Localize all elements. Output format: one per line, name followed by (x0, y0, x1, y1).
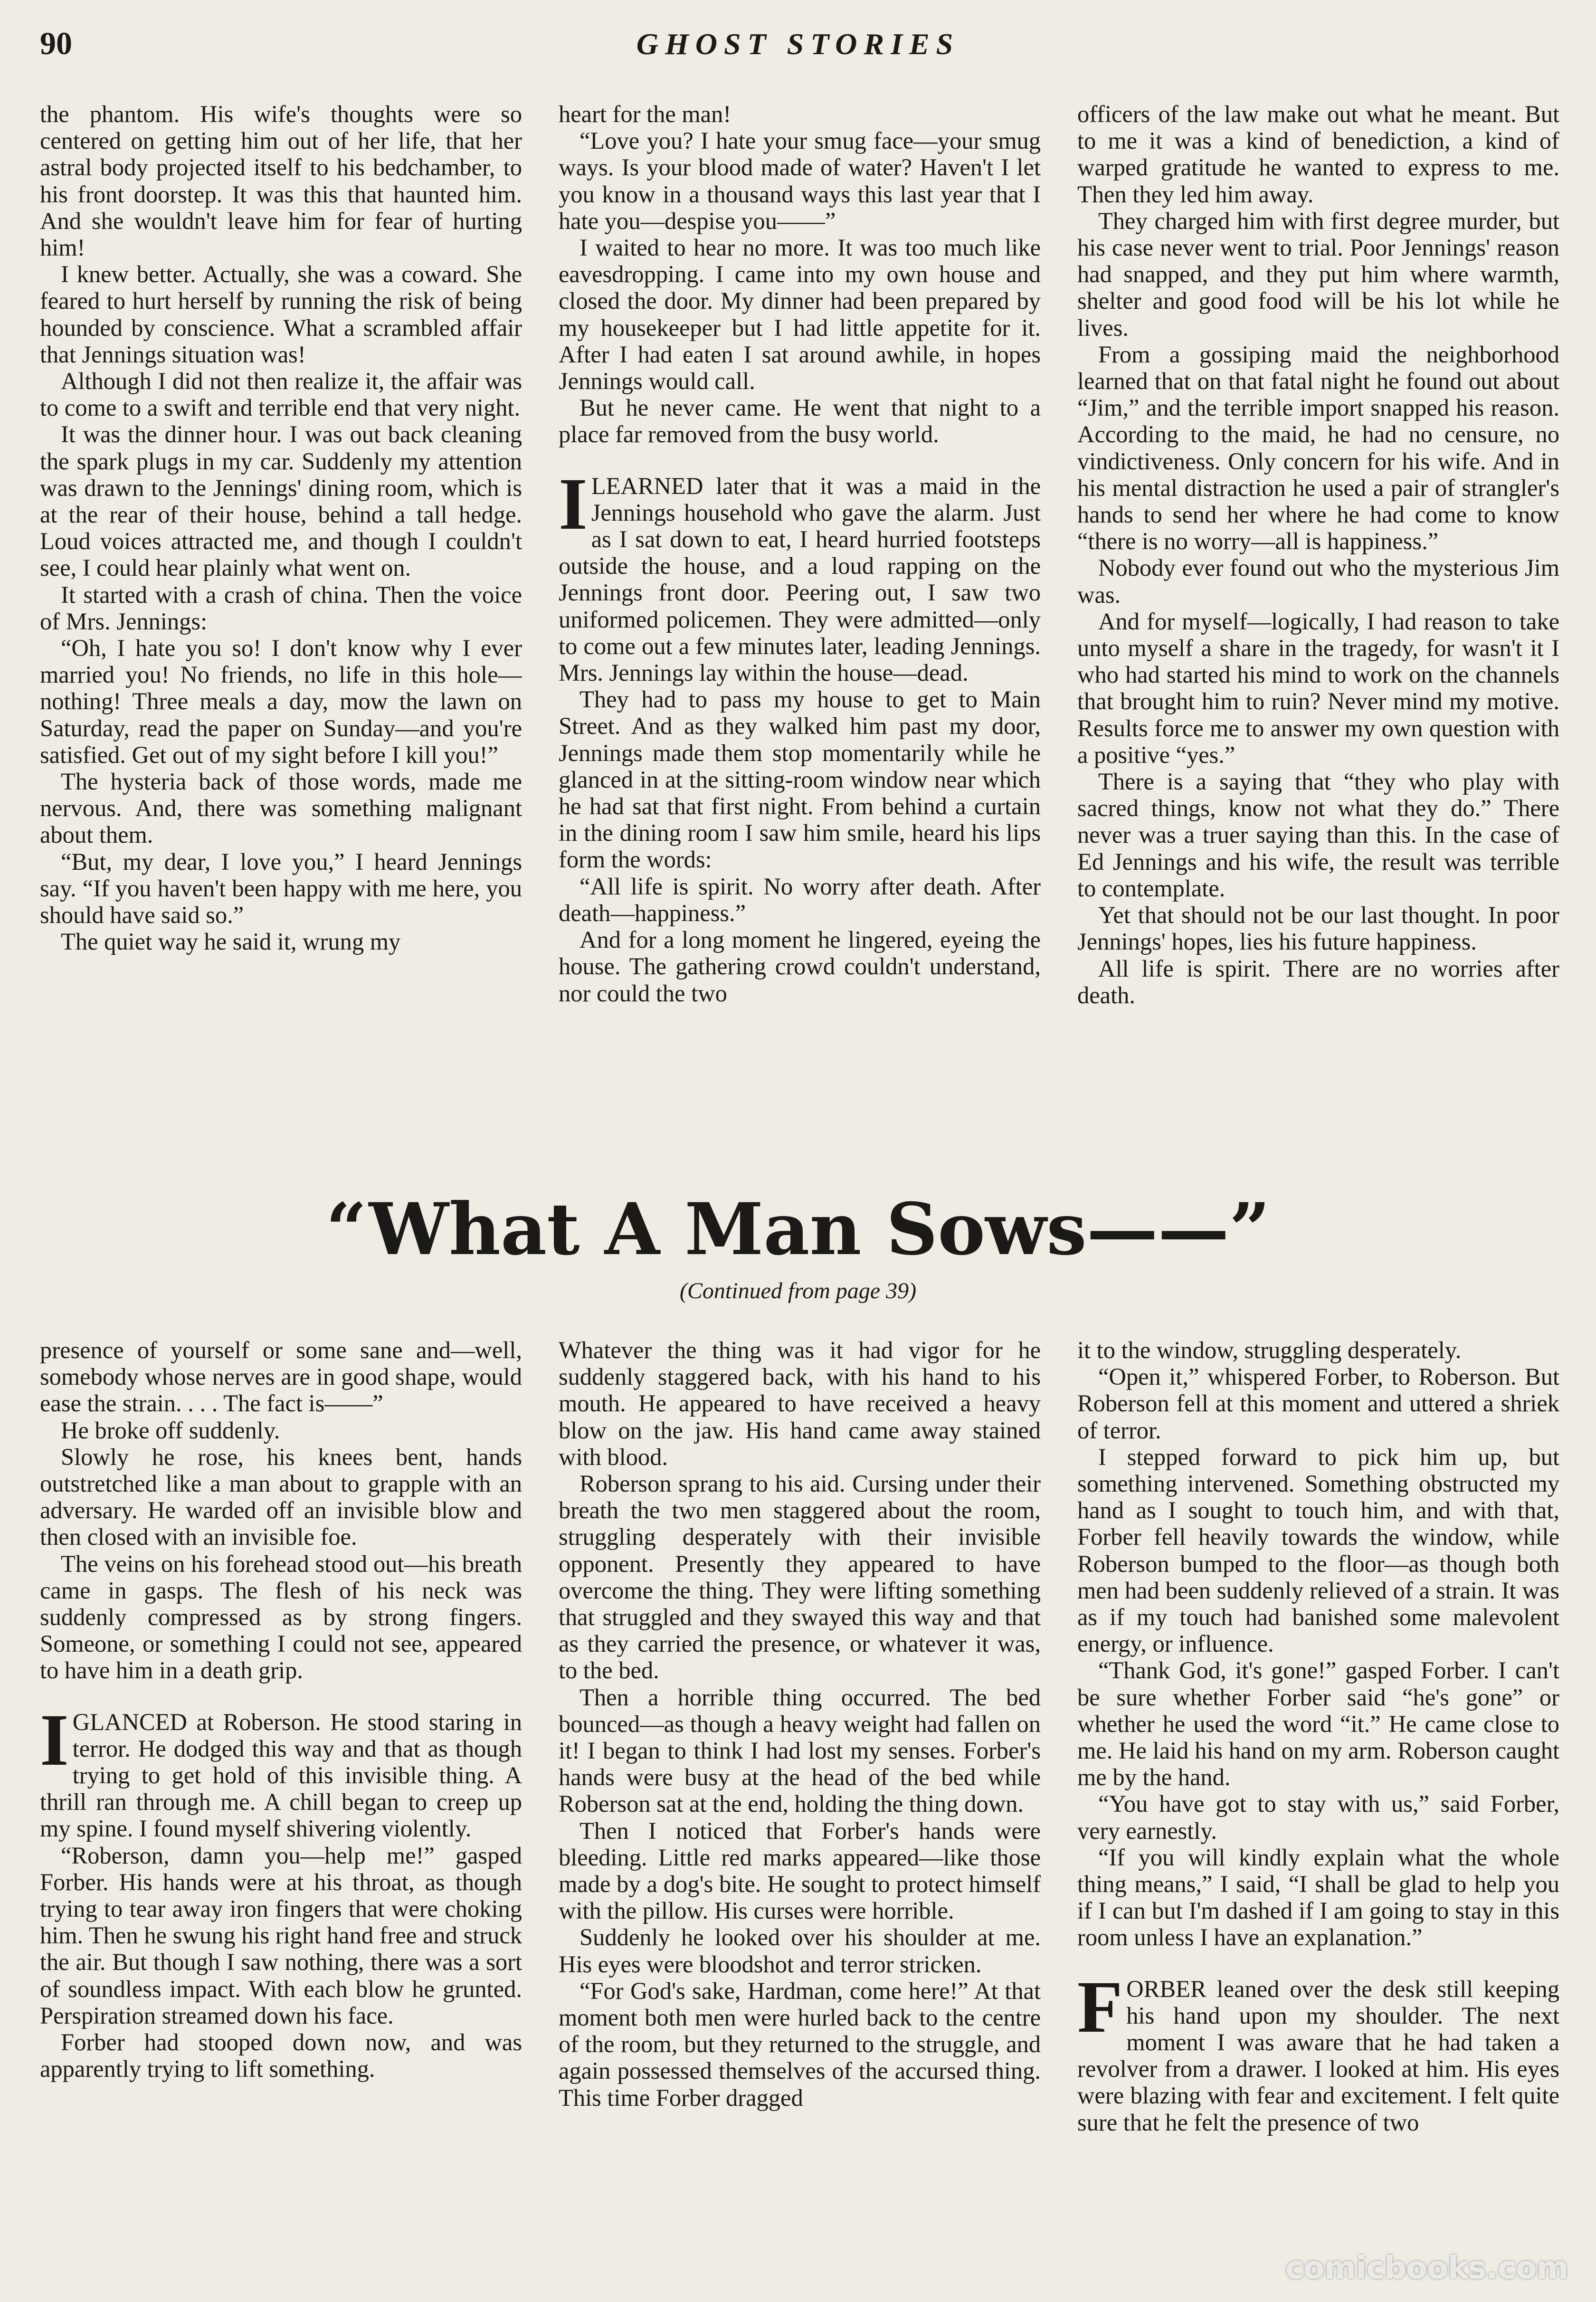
paragraph-text: ORBER leaned over the desk still keeping his hand upon my shoulder. The next moment I was aware that he had taken a revolver from a drawer. I looked at him. His eyes were blazing with fear and excitement. I felt quite sure that he felt the presence of two (1077, 1975, 1559, 2136)
paragraph (559, 101, 1041, 127)
paragraph-text: I waited to hear no more. It was too much like eavesdropping. I came into my own house and closed the door. My dinner had been prepared by my housekeeper but I had little appetite for it. After I had eaten I sat around awhile, in hopes Jennings would call. (559, 234, 1041, 395)
paragraph-text: The veins on his forehead stood out—his breath came in gasps. The flesh of his neck was suddenly compressed as by strong fingers. Someone, or something I could not see, appeared to have him in a death grip. (40, 1550, 522, 1684)
paragraph (1077, 608, 1559, 768)
paragraph-text: And for myself—logically, I had reason to take unto myself a share in the tragedy, for wasn't it I who had started his mind to work on the channels that brought him to ruin? Never mind my motive. Results force me to answer my own question with a positive “yes.” (1077, 608, 1559, 768)
paragraph (559, 1817, 1041, 1924)
paragraph-text: But he never came. He went that night to a place far removed from the busy world. (559, 394, 1041, 448)
paragraph (1077, 1790, 1559, 1844)
paragraph-text: Then I noticed that Forber's hands were bleeding. Little red marks appeared—like those made by a dog's bite. He sought to protect himself with the pillow. His curses were horrible. (559, 1817, 1041, 1924)
paragraph (40, 581, 522, 635)
page-number: 90 (40, 25, 72, 61)
paragraph-text: it to the window, struggling desperately. (1077, 1337, 1462, 1363)
paragraph-text: heart for the man! (559, 101, 732, 127)
paragraph-text: “For God's sake, Hardman, come here!” At that moment both men were hurled back to the centre of the room, but they returned to the struggle, and again possessed themselves of the accursed thing. This time Forber dragged (559, 1977, 1041, 2111)
paragraph-text: “Open it,” whispered Forber, to Roberson. But Roberson fell at this moment and uttered a shriek of terror. (1077, 1363, 1559, 1444)
paragraph-text: Forber had stooped down now, and was apparently trying to lift something. (40, 2029, 522, 2083)
paragraph-text: presence of yourself or some sane and—well, somebody whose nerves are in good shape, would ease the strain. . . . The fact is——” (40, 1337, 522, 1417)
paragraph (1077, 554, 1559, 608)
paragraph (40, 368, 522, 421)
paragraph-text: They had to pass my house to get to Main Street. And as they walked him past my door, Jennings made them stop momentarily while he glanced in at the sitting-room window near which he had sat that first night. From behind a curtain in the dining room I saw him smile, heard his lips form the words: (559, 686, 1041, 873)
paragraph (40, 1698, 522, 1842)
paragraph (559, 1924, 1041, 1977)
paragraph-text: Then a horrible thing occurred. The bed bounced—as though a heavy weight had fallen on it! I began to think I had lost my senses. Forber's hands were busy at the head of the bed while Roberson sat at the end, holding the thing down. (559, 1684, 1041, 1817)
paragraph-text: “All life is spirit. No worry after death. After death—happiness.” (559, 873, 1041, 926)
drop-cap: I (559, 462, 588, 545)
paragraph-text: GLANCED at Roberson. He stood staring in terror. He dodged this way and that as though trying to get hold of this invisible thing. A thrill ran through me. A chill began to creep up my spine. I found myself shivering violently. (40, 1708, 522, 1842)
drop-cap: F (1077, 1965, 1123, 2048)
paragraph-text: It was the dinner hour. I was out back cleaning the spark plugs in my car. Suddenly my attention was drawn to the Jennings' dining room, which is at the rear of their house, behind a tall hedge. Loud voices attracted me, and though I couldn't see, I could hear plainly what went on. (40, 421, 522, 581)
paragraph (559, 127, 1041, 234)
magazine-running-head: GHOST STORIES (636, 27, 960, 61)
paragraph-text: Whatever the thing was it had vigor for he suddenly staggered back, with his hand to his mouth. He appeared to have received a heavy blow on the jaw. His hand came away stained with blood. (559, 1337, 1041, 1470)
paragraph (40, 928, 522, 955)
paragraph (40, 421, 522, 581)
paragraph (1077, 341, 1559, 555)
paragraph-text: Nobody ever found out who the mysterious Jim was. (1077, 554, 1559, 608)
paragraph (1077, 101, 1559, 208)
paragraph (40, 635, 522, 768)
story-title: “What A Man Sows——” (325, 1188, 1270, 1271)
paragraph (1077, 1965, 1559, 2136)
paragraph (1077, 1844, 1559, 1951)
paragraph (40, 768, 522, 848)
top-column-2 (559, 101, 1041, 1008)
paragraph-text: It started with a crash of china. Then the voice of Mrs. Jennings: (40, 581, 522, 635)
continued-note: (Continued from page 39) (679, 1278, 917, 1303)
paragraph-text: I knew better. Actually, she was a coward. She feared to hurt herself by running the risk of being hounded by conscience. What a scrambled affair that Jennings situation was! (40, 261, 522, 368)
paragraph-text: the phantom. His wife's thoughts were so centered on getting him out of her life, that her astral body projected itself to his bedchamber, to his front doorstep. It was this that haunted him. And she wouldn't leave him for fear of hurting him! (40, 101, 522, 261)
paragraph (40, 101, 522, 261)
paragraph-text: From a gossiping maid the neighborhood learned that on that fatal night he found out about “Jim,” and the terrible import snapped his reason. According to the maid, he had no censure, no vindictiveness. Only concern for his wife. And in his mental distraction he used a pair of strangler's hands to send her where he had come to know “there is no worry—all is happiness.” (1077, 341, 1559, 555)
paragraph-text: And for a long moment he lingered, eyeing the house. The gathering crowd couldn't understand, nor could the two (559, 926, 1041, 1007)
paragraph (1077, 208, 1559, 341)
bottom-column-3 (1077, 1337, 1559, 2136)
paragraph-text: Yet that should not be our last thought. In poor Jennings' hopes, lies his future happiness. (1077, 902, 1559, 955)
paragraph-text: “Love you? I hate your smug face—your smug ways. Is your blood made of water? Haven't I let you know in a thousand ways this last year that I hate you—despise you——” (559, 127, 1041, 234)
paragraph-text: I stepped forward to pick him up, but something intervened. Something obstructed my hand as I sought to touch him, and with that, Forber fell heavily towards the window, while Roberson bumped to the floor—as though both men had been suddenly relieved of a strain. It was as if my touch had banished some malevolent energy, or influence. (1077, 1443, 1559, 1657)
paragraph (559, 926, 1041, 1007)
paragraph-text: Although I did not then realize it, the affair was to come to a swift and terrible end that very night. (40, 368, 522, 421)
paragraph (559, 873, 1041, 926)
paragraph (40, 1842, 522, 2029)
paragraph (40, 1444, 522, 1551)
paragraph-text: “Thank God, it's gone!” gasped Forber. I can't be sure whether Forber said “he's gone” or whether he used the word “it.” He came close to me. He laid his hand on my arm. Roberson caught me by the hand. (1077, 1657, 1559, 1791)
paragraph (1077, 955, 1559, 1008)
paragraph (559, 1337, 1041, 1470)
top-column-3 (1077, 101, 1559, 1008)
paragraph (1077, 902, 1559, 955)
paragraph (40, 1417, 522, 1444)
bottom-column-1 (40, 1337, 522, 2136)
paragraph-text: “But, my dear, I love you,” I heard Jennings say. “If you haven't been happy with me here, you should have said so.” (40, 848, 522, 929)
paragraph (1077, 1363, 1559, 1444)
paragraph (1077, 1657, 1559, 1790)
paragraph-text: The quiet way he said it, wrung my (61, 928, 401, 955)
paragraph-text: Slowly he rose, his knees bent, hands outstretched like a man about to grapple with an adversary. He warded off an invisible blow and then closed with an invisible foe. (40, 1443, 522, 1551)
paragraph-text: “Oh, I hate you so! I don't know why I ever married you! No friends, no life in this hole—nothing! Three meals a day, mow the lawn on Saturday, read the paper on Sunday—and you're satisfied. Get out of my sight before I kill you!” (40, 635, 522, 768)
paragraph (40, 2029, 522, 2082)
paragraph (559, 234, 1041, 394)
paragraph (559, 1470, 1041, 1684)
previous-story-columns (40, 101, 1560, 1008)
story-columns (40, 1337, 1560, 2136)
paragraph (40, 1551, 522, 1684)
paragraph-text: He broke off suddenly. (61, 1417, 280, 1444)
paragraph-text: “You have got to stay with us,” said Forber, very earnestly. (1077, 1790, 1559, 1844)
paragraph-text: “Roberson, damn you—help me!” gasped Forber. His hands were at his throat, as though trying to tear away iron fingers that were choking him. Then he swung his right hand free and struck the air. But though I saw nothing, there was a sort of soundless impact. With each blow he grunted. Perspiration streamed down his face. (40, 1842, 522, 2029)
paragraph-text: They charged him with first degree murder, but his case never went to trial. Poor Jennings' reason had snapped, and they put him where warmth, shelter and good food will be his lot while he lives. (1077, 207, 1559, 341)
paragraph (1077, 768, 1559, 902)
paragraph-text: The hysteria back of those words, made me nervous. And, there was something malignant about them. (40, 768, 522, 848)
paragraph (559, 462, 1041, 686)
paragraph-text: All life is spirit. There are no worries after death. (1077, 955, 1559, 1008)
paragraph (40, 1337, 522, 1417)
paragraph-text: Roberson sprang to his aid. Cursing under their breath the two men staggered about the room, struggling desperately with their invisible opponent. Presently they appeared to have overcome the thing. They were lifting something that struggled and they swayed this way and that as they carried the presence, or whatever it was, to the bed. (559, 1470, 1041, 1684)
paragraph-text: There is a saying that “they who play with sacred things, know not what they do.” There never was a truer saying than this. In the case of Ed Jennings and his wife, the result was terrible to contemplate. (1077, 768, 1559, 902)
paragraph-text: Suddenly he looked over his shoulder at me. His eyes were bloodshot and terror stricken. (559, 1924, 1041, 1978)
paragraph (559, 686, 1041, 873)
paragraph-text: LEARNED later that it was a maid in the Jennings household who gave the alarm. Just as I sat down to eat, I heard hurried footsteps outside the house, and a loud rapping on the Jennings front door. Peering out, I saw two uniformed policemen. They were admitted—only to come out a few minutes later, leading Jennings. Mrs. Jennings lay within the house—dead. (559, 472, 1041, 686)
paragraph (559, 1684, 1041, 1817)
drop-cap: I (40, 1698, 69, 1781)
paragraph-text: “If you will kindly explain what the whole thing means,” I said, “I shall be glad to help you if I can but I'm dashed if I am going to stay in this room unless I have an explanation.” (1077, 1844, 1559, 1951)
site-watermark: comicbooks.com (1285, 2251, 1568, 2286)
paragraph (1077, 1444, 1559, 1657)
paragraph (1077, 1337, 1559, 1363)
paragraph (559, 1978, 1041, 2111)
top-column-1 (40, 101, 522, 1008)
bottom-column-2 (559, 1337, 1041, 2136)
paragraph (40, 261, 522, 368)
paragraph-text: officers of the law make out what he meant. But to me it was a kind of benediction, a kind of warped gratitude he wanted to express to me. Then they led him away. (1077, 101, 1559, 208)
paragraph (40, 848, 522, 929)
paragraph (559, 394, 1041, 447)
